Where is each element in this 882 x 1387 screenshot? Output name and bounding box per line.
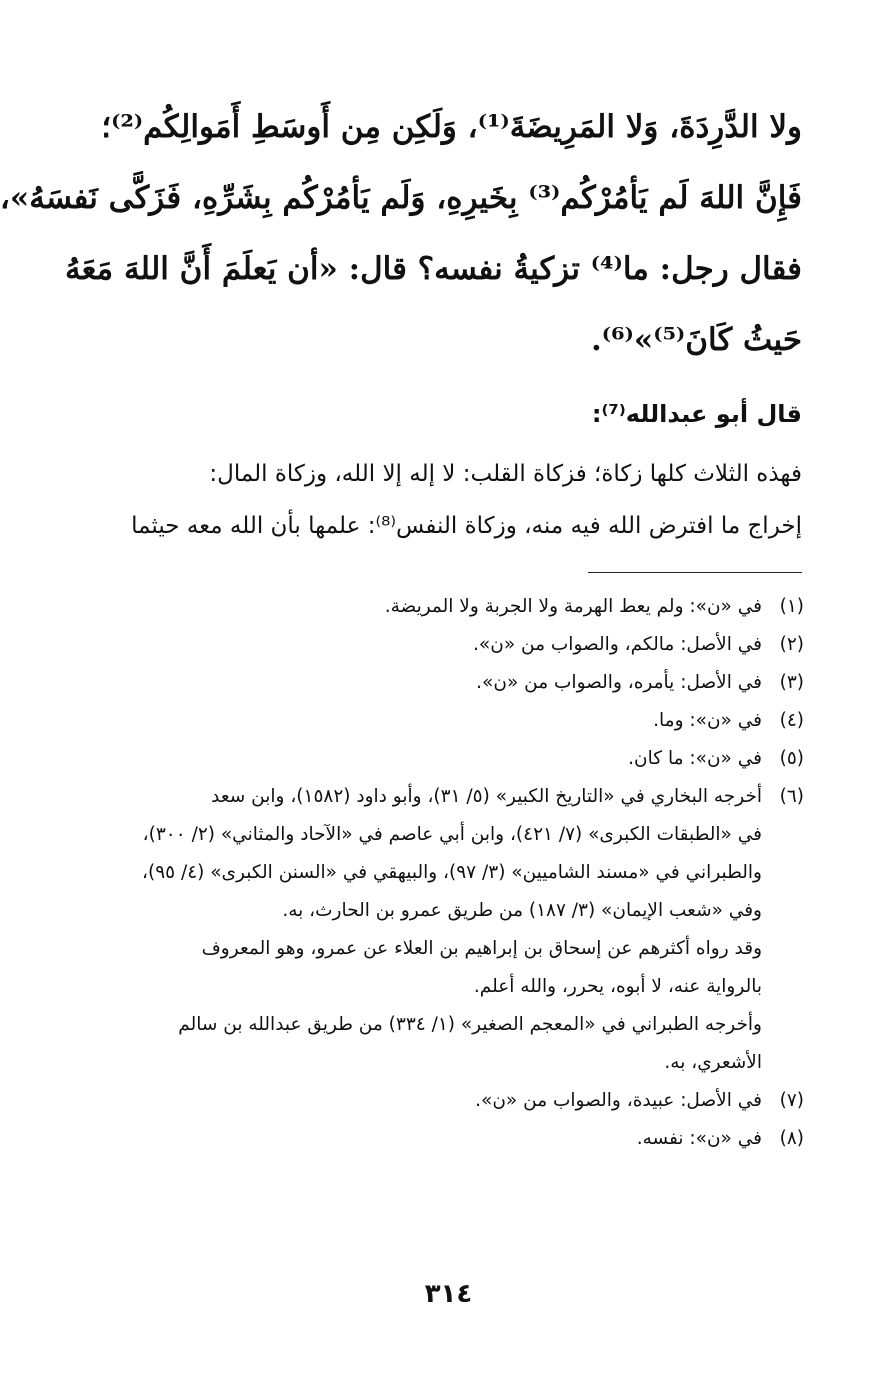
footnote-text: في «ن»: نفسه. [636, 1128, 762, 1149]
footnote-2 [85, 626, 804, 664]
footnote-7 [85, 1082, 804, 1120]
footnote-6 [85, 778, 804, 930]
footnote-4 [85, 702, 804, 740]
footnote-number: (٤) [779, 710, 804, 731]
footnotes [85, 588, 804, 1158]
footnote-separator [588, 572, 802, 573]
hadith-line: ولا الدَّرِدَةَ، وَلا المَرِيضَةَ⁽¹⁾، وَلَكِن مِن أَوسَطِ أَمَوالِكُم⁽²⁾؛ [101, 109, 802, 145]
footnote-6-continuation [85, 930, 804, 1006]
hadith-line: حَيثُ كَانَ⁽⁵⁾»⁽⁶⁾. [591, 322, 802, 358]
body-line: إخراج ما افترض الله فيه منه، وزكاة النفس⁽⁸⁾: علمها بأن الله معه حيثما [131, 513, 802, 539]
footnote-text: في «ن»: وما. [653, 710, 762, 731]
footnote-text: وفي «شعب الإيمان» (٣/ ١٨٧) من طريق عمرو بن الحارث، به. [282, 900, 762, 921]
page-number: ٣١٤ [424, 1279, 473, 1309]
footnote-number: (١) [779, 596, 804, 617]
hadith-line: فقال رجل: ما⁽⁴⁾ تزكيةُ نفسه؟ قال: «أن يَعلَمَ أَنَّ اللهَ مَعَهُ [64, 251, 802, 287]
footnote-text: الأشعري، به. [664, 1052, 762, 1073]
footnote-number: (٣) [779, 672, 804, 693]
footnote-8 [85, 1120, 804, 1158]
footnote-5 [85, 740, 804, 778]
footnote-number: (٥) [779, 748, 804, 769]
footnote-1 [85, 588, 804, 626]
footnote-6-continuation [85, 1006, 804, 1082]
footnote-text: والطبراني في «مسند الشاميين» (٣/ ٩٧)، والبيهقي في «السنن الكبرى» (٤/ ٩٥)، [142, 862, 762, 883]
footnote-number: (٢) [779, 634, 804, 655]
footnote-text: في «ن»: ولم يعط الهرمة ولا الجربة ولا المريضة. [384, 596, 762, 617]
footnote-text: في الأصل: عبيدة، والصواب من «ن». [475, 1090, 762, 1111]
hadith-line: فَإِنَّ اللهَ لَم يَأمُرْكُم⁽³⁾ بِخَيرِهِ، وَلَم يَأمُرْكُم بِشَرِّهِ، فَزَكَّى نَفسَهُ»، [0, 180, 802, 216]
footnote-number: (٦) [779, 786, 804, 807]
footnote-text: في «ن»: ما كان. [628, 748, 762, 769]
footnote-text: أخرجه البخاري في «التاريخ الكبير» (٥/ ٣١)، وأبو داود (١٥٨٢)، وابن سعد [211, 786, 762, 807]
body-line: فهذه الثلاث كلها زكاة؛ فزكاة القلب: لا إله إلا الله، وزكاة المال: [209, 461, 802, 487]
footnote-number: (٧) [779, 1090, 804, 1111]
footnote-text: وأخرجه الطبراني في «المعجم الصغير» (١/ ٣٣٤) من طريق عبدالله بن سالم [178, 1014, 762, 1035]
main-text [0, 92, 802, 552]
footnote-text: وقد رواه أكثرهم عن إسحاق بن إبراهيم بن العلاء عن عمرو، وهو المعروف [201, 938, 762, 959]
footnote-text: في «الطبقات الكبرى» (٧/ ٤٢١)، وابن أبي عاصم في «الآحاد والمثاني» (٢/ ٣٠٠)، [142, 824, 762, 845]
footnote-text: في الأصل: يأمره، والصواب من «ن». [476, 672, 762, 693]
footnote-3 [85, 664, 804, 702]
footnote-text: في الأصل: مالكم، والصواب من «ن». [473, 634, 762, 655]
footnote-text: بالرواية عنه، لا أبوه، يحرر، والله أعلم. [473, 976, 762, 997]
footnote-number: (٨) [779, 1128, 804, 1149]
section-heading: قال أبو عبدالله⁽⁷⁾: [591, 400, 802, 428]
